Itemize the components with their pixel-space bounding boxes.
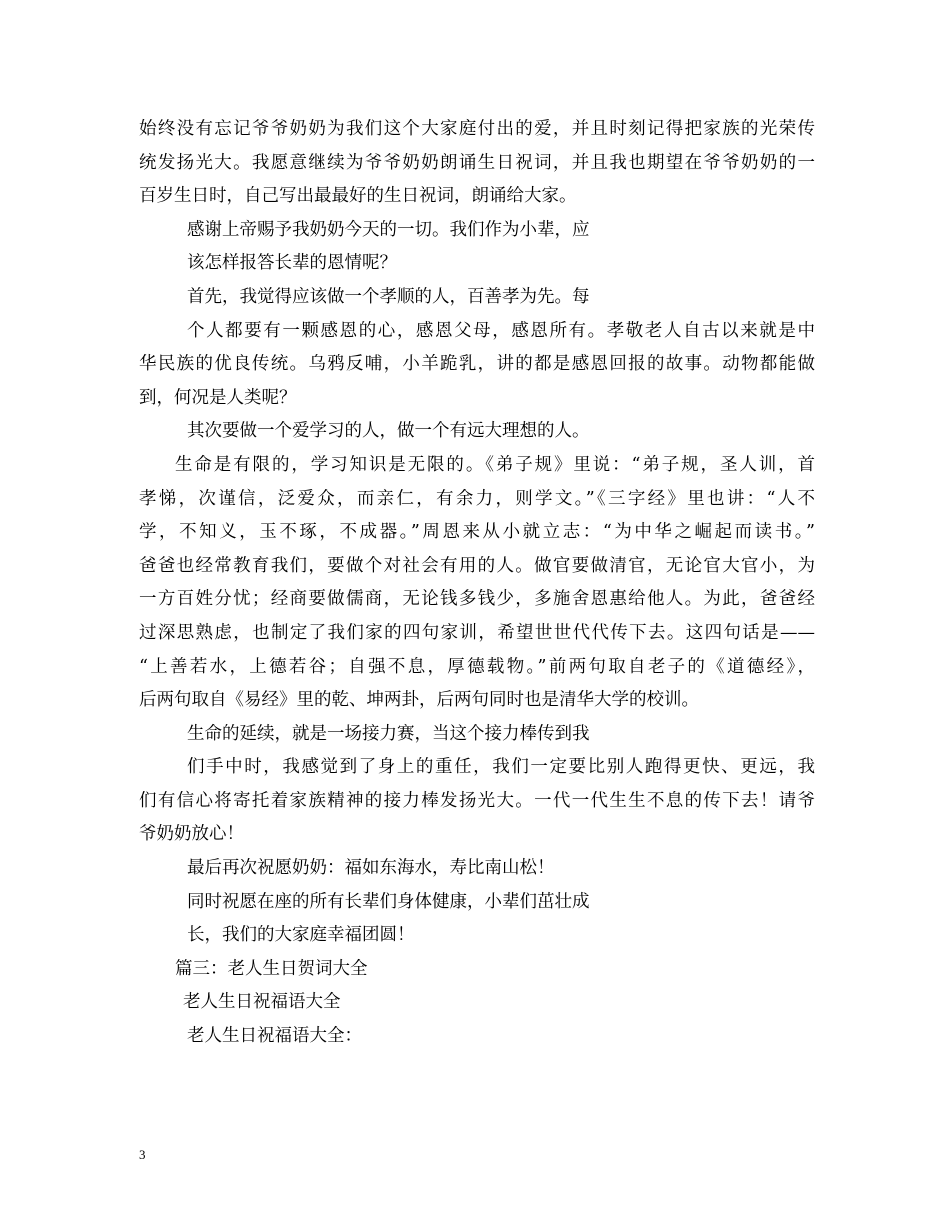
text-line: 个人都要有一颗感恩的心，感恩父母，感恩所有。孝敬老人自古以来就是中 <box>187 320 815 341</box>
text-line: 统发扬光大。我愿意继续为爷爷奶奶朗诵生日祝词，并且我也期望在爷爷奶奶的一 <box>139 152 815 173</box>
text-line: 百岁生日时，自己写出最最好的生日祝词，朗诵给大家。 <box>139 186 577 207</box>
text-line: 该怎样报答长辈的恩情呢？ <box>187 253 397 274</box>
text-line: 生命的延续，就是一场接力赛，当这个接力棒传到我 <box>187 723 590 744</box>
text-line: 们手中时，我感觉到了身上的重任，我们一定要比别人跑得更快、更远，我 <box>187 757 815 778</box>
text-line: 感谢上帝赐予我奶奶今天的一切。我们作为小辈，应 <box>187 219 590 240</box>
text-line: 长，我们的大家庭幸福团圆！ <box>187 925 415 946</box>
text-line: 老人生日祝福语大全： <box>187 1026 362 1047</box>
text-line: 始终没有忘记爷爷奶奶为我们这个大家庭付出的爱，并且时刻记得把家族的光荣传 <box>139 119 815 139</box>
text-line: 后两句取自《易经》里的乾、坤两卦，后两句同时也是清华大学的校训。 <box>139 690 699 711</box>
text-line: 一方百姓分忧；经商要做儒商，无论钱多钱少，多施舍恩惠给他人。为此，爸爸经 <box>139 589 815 610</box>
text-line: “上善若水，上德若谷；自强不息，厚德载物。”前两句取自老子的《道德经》， <box>139 656 815 677</box>
text-line: 过深思熟虑，也制定了我们家的四句家训，希望世世代代传下去。这四句话是—— <box>139 622 815 643</box>
text-line: 同时祝愿在座的所有长辈们身体健康，小辈们茁壮成 <box>187 891 590 912</box>
text-line: 到，何况是人类呢？ <box>139 387 297 408</box>
text-line: 爷奶奶放心！ <box>139 824 244 845</box>
text-line: 们有信心将寄托着家族精神的接力棒发扬光大。一代一代生生不息的传下去！请爷 <box>139 790 815 811</box>
text-line: 华民族的优良传统。乌鸦反哺，小羊跪乳，讲的都是感恩回报的故事。动物都能做 <box>139 354 815 375</box>
text-line: 爸爸也经常教育我们，要做个对社会有用的人。做官要做清官，无论官大官小，为 <box>139 555 815 576</box>
page-number: 3 <box>139 1147 146 1162</box>
text-line: 生命是有限的，学习知识是无限的。《弟子规》里说：“弟子规，圣人训，首 <box>175 454 815 475</box>
text-line: 其次要做一个爱学习的人，做一个有远大理想的人。 <box>187 421 590 442</box>
text-line: 首先，我觉得应该做一个孝顺的人，百善孝为先。每 <box>187 286 590 307</box>
text-line: 孝悌，次谨信，泛爱众，而亲仁，有余力，则学文。”《三字经》里也讲：“人不 <box>139 488 815 509</box>
text-line: 篇三：老人生日贺词大全 <box>175 958 368 979</box>
body-text <box>139 113 815 1054</box>
text-line: 老人生日祝福语大全 <box>183 992 341 1013</box>
text-line: 学，不知义，玉不琢，不成器。”周恩来从小就立志：“为中华之崛起而读书。” <box>139 522 815 543</box>
text-line: 最后再次祝愿奶奶：福如东海水，寿比南山松！ <box>187 858 555 879</box>
